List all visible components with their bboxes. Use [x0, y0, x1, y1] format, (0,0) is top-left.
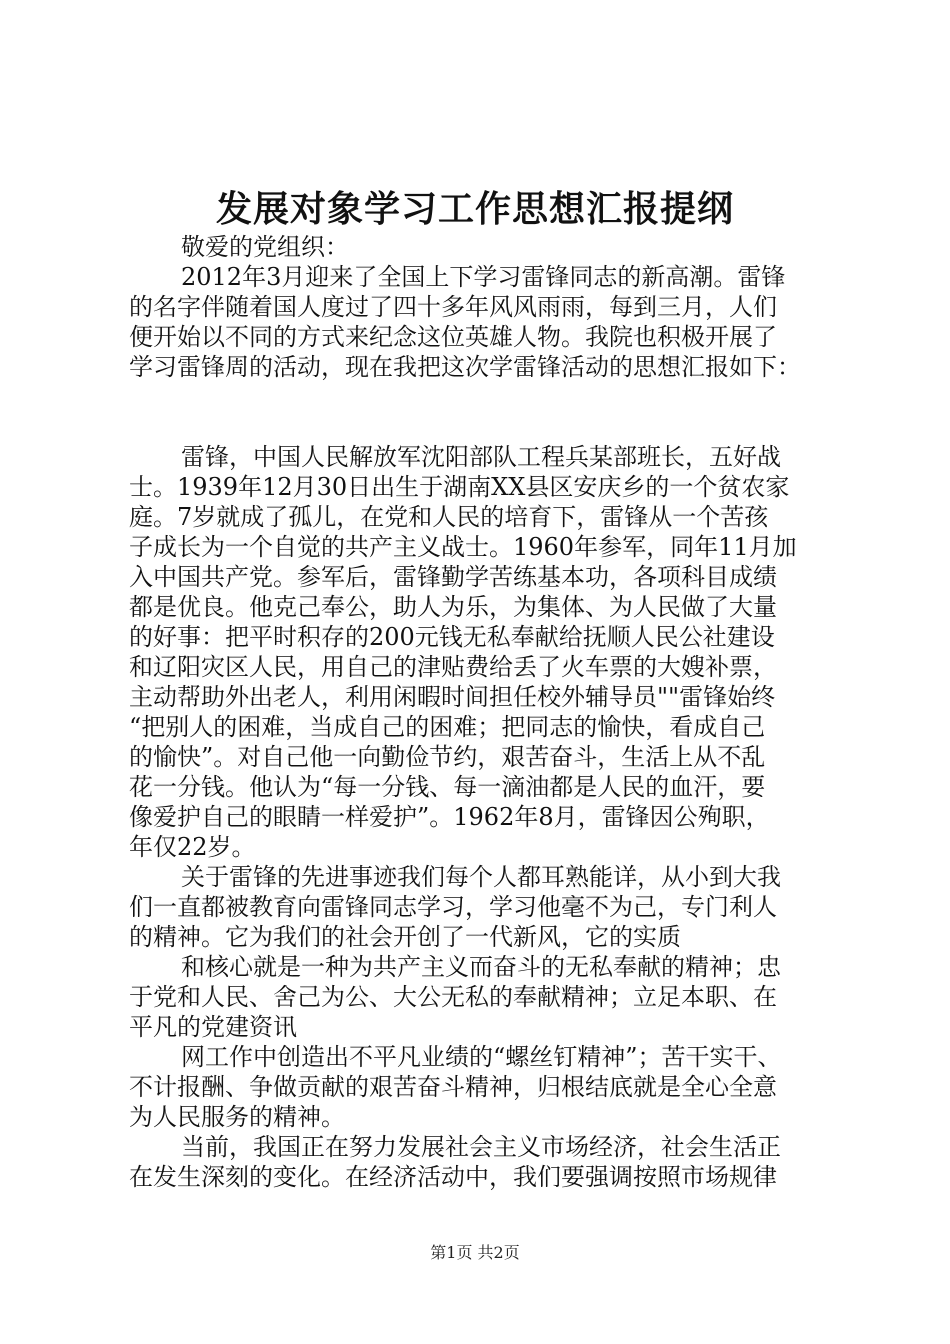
- paragraph-line: 主动帮助外出老人，利用闲暇时间担任校外辅导员""雷锋始终: [129, 683, 776, 711]
- page-footer: 第1页 共2页: [430, 1243, 520, 1262]
- salutation: 敬爱的党组织：: [181, 233, 349, 261]
- paragraph-line: 和核心就是一种为共产主义而奋斗的无私奉献的精神；忠: [181, 953, 781, 981]
- paragraph-line: 便开始以不同的方式来纪念这位英雄人物。我院也积极开展了: [129, 323, 777, 351]
- paragraph-line: 在发生深刻的变化。在经济活动中，我们要强调按照市场规律: [129, 1163, 777, 1191]
- paragraph-line: 们一直都被教育向雷锋同志学习，学习他毫不为己，专门利人: [129, 893, 777, 921]
- paragraph-line: 的精神。它为我们的社会开创了一代新风，它的实质: [129, 923, 681, 951]
- paragraph-line: 关于雷锋的先进事迹我们每个人都耳熟能详，从小到大我: [181, 863, 781, 891]
- paragraph-gap: [129, 382, 841, 442]
- paragraph-line: 雷锋，中国人民解放军沈阳部队工程兵某部班长，五好战: [181, 443, 781, 471]
- paragraph-line: 都是优良。他克己奉公，助人为乐，为集体、为人民做了大量: [129, 593, 777, 621]
- paragraph-line: “把别人的困难，当成自己的困难；把同志的愉快，看成自己: [129, 713, 766, 741]
- paragraph-line: 的好事：把平时积存的200元钱无私奉献给抚顺人民公社建设: [129, 623, 775, 651]
- paragraph-line: 学习雷锋周的活动，现在我把这次学雷锋活动的思想汇报如下：: [129, 353, 801, 381]
- paragraph-line: 花一分钱。他认为“每一分钱、每一滴油都是人民的血汗，要: [129, 773, 766, 801]
- paragraph-line: 和辽阳灾区人民，用自己的津贴费给丢了火车票的大嫂补票，: [129, 653, 777, 681]
- paragraph-line: 子成长为一个自觉的共产主义战士。1960年参军，同年11月加: [129, 533, 797, 561]
- paragraph-line: 于党和人民、舍己为公、大公无私的奉献精神；立足本职、在: [129, 983, 777, 1011]
- document-title: 发展对象学习工作思想汇报提纲: [215, 188, 734, 230]
- paragraph-line: 入中国共产党。参军后，雷锋勤学苦练基本功，各项科目成绩: [129, 563, 777, 591]
- paragraph-line: 年仅22岁。: [129, 833, 256, 861]
- paragraph-line: 不计报酬、争做贡献的艰苦奋斗精神，归根结底就是全心全意: [129, 1073, 777, 1101]
- paragraph-line: 像爱护自己的眼睛一样爱护”。1962年8月，雷锋因公殉职，: [129, 803, 770, 831]
- paragraph-line: 的愉快”。对自己他一向勤俭节约，艰苦奋斗，生活上从不乱: [129, 743, 766, 771]
- paragraph-line: 平凡的党建资讯: [129, 1013, 297, 1041]
- paragraph-line: 网工作中创造出不平凡业绩的“螺丝钉精神”；苦干实干、: [181, 1043, 782, 1071]
- paragraph-line: 的名字伴随着国人度过了四十多年风风雨雨，每到三月，人们: [129, 293, 777, 321]
- paragraph-line: 庭。7岁就成了孤儿，在党和人民的培育下，雷锋从一个苦孩: [129, 503, 769, 531]
- paragraph-line: 士。1939年12月30日出生于湖南XX县区安庆乡的一个贫农家: [129, 473, 790, 501]
- document-body: [129, 232, 841, 1192]
- paragraph-line: 2012年3月迎来了全国上下学习雷锋同志的新高潮。雷锋: [181, 263, 786, 291]
- paragraph-line: 当前，我国正在努力发展社会主义市场经济，社会生活正: [181, 1133, 781, 1161]
- paragraph-line: 为人民服务的精神。: [129, 1103, 345, 1131]
